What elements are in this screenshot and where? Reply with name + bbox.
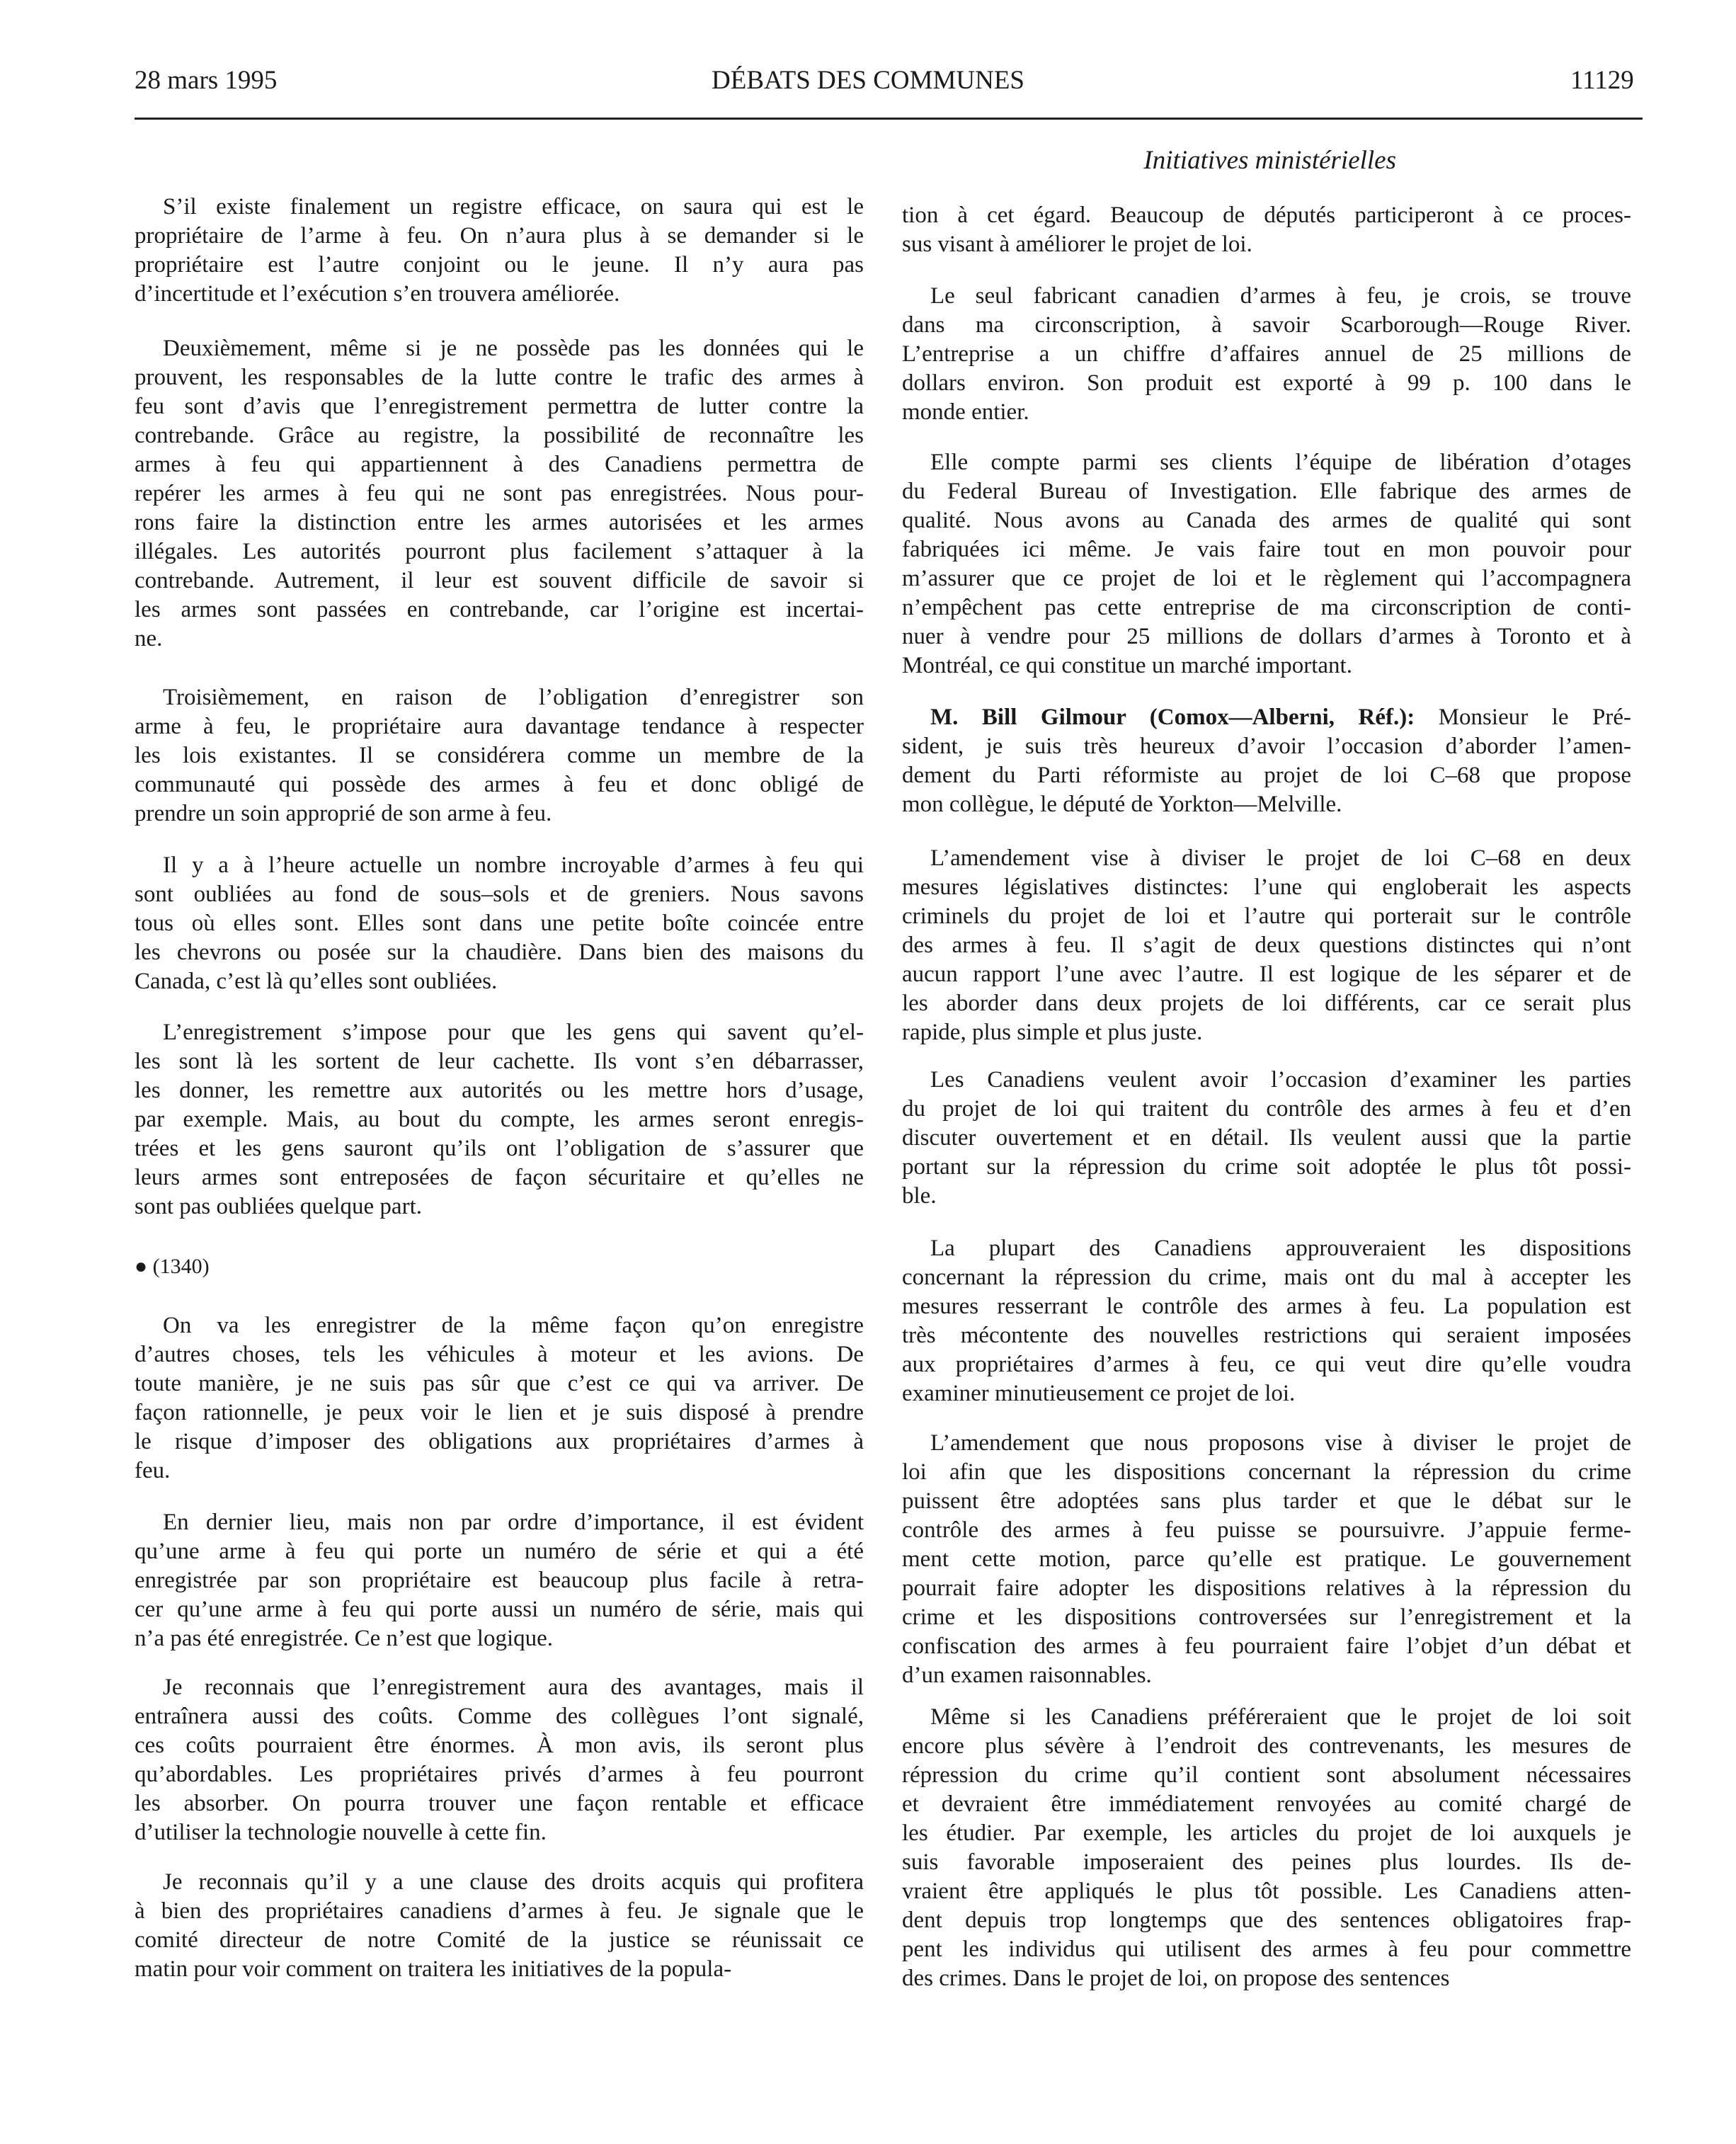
text-line: mon collègue, le député de Yorkton—Melville.: [902, 792, 1342, 817]
text-line: leurs armes sont entreposées de façon sécuritaire et qu’elles ne: [135, 1165, 864, 1190]
text-line: à bien des propriétaires canadiens d’armes à feu. Je signale que le: [135, 1898, 864, 1924]
text-line: les lois existantes. Il se considérera comme un membre de la: [135, 743, 864, 768]
text-line: dement du Parti réformiste au projet de loi C–68 que propose: [902, 763, 1631, 788]
paragraph: [135, 1673, 864, 1847]
text-line: nuer à vendre pour 25 millions de dollars d’armes à Toronto et à: [902, 624, 1631, 649]
text-line: les aborder dans deux projets de loi différents, car ce serait plus: [902, 991, 1631, 1016]
text-line: contrôle des armes à feu puisse se poursuivre. J’appuie ferme-: [902, 1517, 1631, 1543]
paragraph: [902, 1066, 1631, 1211]
text-line: Montréal, ce qui constitue un marché important.: [902, 653, 1352, 678]
text-line: qualité. Nous avons au Canada des armes de qualité qui sont: [902, 508, 1631, 533]
text-line: encore plus sévère à l’endroit des contrevenants, les mesures de: [902, 1733, 1631, 1759]
text-line: La plupart des Canadiens approuveraient les dispositions: [930, 1236, 1631, 1261]
text-line: d’autres choses, tels les véhicules à moteur et les avions. De: [135, 1342, 864, 1367]
text-line: Deuxièmement, même si je ne possède pas les données qui le: [163, 336, 864, 361]
text-line: Les Canadiens veulent avoir l’occasion d’examiner les parties: [930, 1067, 1631, 1093]
text-line: d’utiliser la technologie nouvelle à cette fin.: [135, 1820, 547, 1845]
text-line: vraient être appliqués le plus tôt possible. Les Canadiens atten-: [902, 1878, 1631, 1904]
text-line: Je reconnais que l’enregistrement aura des avantages, mais il: [163, 1675, 864, 1700]
text-line: examiner minutieusement ce projet de loi.: [902, 1381, 1296, 1406]
paragraph: [902, 448, 1631, 680]
text-line: dollars environ. Son produit est exporté à 99 p. 100 dans le: [902, 370, 1631, 396]
text-line: qu’une arme à feu qui porte un numéro de série et qui a été: [135, 1539, 864, 1564]
paragraph: [902, 201, 1631, 259]
text-line: cer qu’une arme à feu qui porte aussi un numéro de série, mais qui: [135, 1597, 864, 1622]
text-line: ble.: [902, 1183, 937, 1209]
text-line: contrebande. Autrement, il leur est souvent difficile de savoir si: [135, 568, 864, 593]
text-line: matin pour voir comment on traitera les initiatives de la popula-: [135, 1956, 732, 1982]
text-line: les donner, les remettre aux autorités ou les mettre hors d’usage,: [135, 1078, 864, 1103]
text-line: les sont là les sortent de leur cachette. Ils vont s’en débarrasser,: [135, 1049, 864, 1074]
text-line: monde entier.: [902, 399, 1029, 425]
paragraph: [135, 1508, 864, 1653]
paragraph: [135, 193, 864, 309]
text-line: entraînera aussi des coûts. Comme des collègues l’ont signalé,: [135, 1704, 864, 1729]
text-line: fabriquées ici même. Je vais faire tout en mon pouvoir pour: [902, 537, 1631, 562]
text-line: Même si les Canadiens préféreraient que le projet de loi soit: [930, 1704, 1631, 1730]
text-line: arme à feu, le propriétaire aura davantage tendance à respecter: [135, 714, 864, 739]
paragraph: [135, 1018, 864, 1221]
text-line: très mécontente des nouvelles restrictions qui seraient imposées: [902, 1323, 1631, 1348]
paragraph: [135, 683, 864, 828]
text-line: enregistrée par son propriétaire est beaucoup plus facile à retra-: [135, 1568, 864, 1593]
text-line: repérer les armes à feu qui ne sont pas enregistrées. Nous pour-: [135, 481, 864, 506]
text-line: toute manière, je ne suis pas sûr que c’est ce qui va arriver. De: [135, 1371, 864, 1396]
text-line: pourrait faire adopter les dispositions relatives à la répression du: [902, 1575, 1631, 1601]
speaker-line: [902, 703, 1631, 732]
text-line: L’enregistrement s’impose pour que les gens qui savent qu’el-: [163, 1020, 864, 1045]
text-line: ne.: [135, 626, 163, 651]
paragraph: [902, 844, 1631, 1047]
text-line: du Federal Bureau of Investigation. Elle fabrique des armes de: [902, 479, 1631, 504]
text-line: L’entreprise a un chiffre d’affaires annuel de 25 millions de: [902, 341, 1631, 367]
text-line: façon rationnelle, je peux voir le lien et je suis disposé à prendre: [135, 1400, 864, 1425]
text-line: criminels du projet de loi et l’autre qui porterait sur le contrôle: [902, 903, 1631, 929]
text-line: des armes à feu. Il s’agit de deux questions distinctes qui n’ont: [902, 933, 1631, 958]
text-line: L’amendement vise à diviser le projet de loi C–68 en deux: [930, 845, 1631, 871]
page-number: 11129: [1570, 66, 1634, 95]
text-line: des crimes. Dans le projet de loi, on propose des sentences: [902, 1966, 1450, 1991]
text-line: Il y a à l’heure actuelle un nombre incroyable d’armes à feu qui: [163, 853, 864, 878]
text-line: contrebande. Grâce au registre, la possibilité de reconnaître les: [135, 423, 864, 448]
text-line: prendre un soin approprié de son arme à feu.: [135, 801, 552, 826]
text-line: du projet de loi qui traitent du contrôle des armes à feu et d’en: [902, 1096, 1631, 1122]
text-line: n’a pas été enregistrée. Ce n’est que logique.: [135, 1626, 554, 1651]
text-line: Troisièmement, en raison de l’obligation d’enregistrer son: [163, 685, 864, 710]
text-line: pent les individus qui utilisent des armes à feu pour commettre: [902, 1937, 1631, 1962]
paragraph: [902, 1703, 1631, 1993]
text-line: En dernier lieu, mais non par ordre d’importance, il est évident: [163, 1510, 864, 1535]
speaker-paragraph-body: [902, 732, 1631, 819]
text-line: les absorber. On pourra trouver une façon rentable et efficace: [135, 1791, 864, 1816]
text-line: puissent être adoptées sans plus tarder et que le débat sur le: [902, 1488, 1631, 1514]
text-line: aux propriétaires d’armes à feu, ce qui veut dire qu’elle voudra: [902, 1352, 1631, 1377]
paragraph: [902, 282, 1631, 427]
text-line: sont pas oubliées quelque part.: [135, 1194, 422, 1219]
time-marker: ● (1340): [135, 1255, 210, 1278]
text-line: ces coûts pourraient être énormes. À mon avis, ils seront plus: [135, 1733, 864, 1758]
speaker-paragraph: [902, 703, 1631, 819]
text-line: d’incertitude et l’exécution s’en trouvera améliorée.: [135, 281, 620, 307]
text-line: n’empêchent pas cette entreprise de ma circonscription de conti-: [902, 595, 1631, 620]
text-line: L’amendement que nous proposons vise à diviser le projet de: [930, 1430, 1631, 1456]
text-line: tion à cet égard. Beaucoup de députés participeront à ce proces-: [902, 203, 1631, 228]
paragraph: [135, 1868, 864, 1984]
text-line: mesures législatives distinctes: l’une qui engloberait les aspects: [902, 874, 1631, 900]
text-line: par exemple. Mais, au bout du compte, les armes seront enregis-: [135, 1107, 864, 1132]
text-line: crime et les dispositions controversées sur l’enregistrement et la: [902, 1604, 1631, 1630]
paragraph: [902, 1429, 1631, 1690]
text-line: Je reconnais qu’il y a une clause des droits acquis qui profitera: [163, 1869, 864, 1895]
text-line: tous où elles sont. Elles sont dans une petite boîte coincée entre: [135, 911, 864, 936]
text-line: rons faire la distinction entre les armes autorisées et les armes: [135, 510, 864, 535]
text-line: Le seul fabricant canadien d’armes à feu, je crois, se trouve: [930, 283, 1631, 309]
text-line: les étudier. Par exemple, les articles du projet de loi auxquels je: [902, 1820, 1631, 1846]
text-line: S’il existe finalement un registre efficace, on saura qui est le: [163, 194, 864, 219]
text-line: sont oubliées au fond de sous–sols et de greniers. Nous savons: [135, 882, 864, 907]
paragraph: [135, 851, 864, 996]
text-line: Elle compte parmi ses clients l’équipe de libération d’otages: [930, 450, 1631, 475]
text-line: ment cette motion, parce qu’elle est pratique. Le gouvernement: [902, 1546, 1631, 1572]
text-line: aucun rapport l’une avec l’autre. Il est logique de les séparer et de: [902, 962, 1631, 987]
text-line: les chevrons ou posée sur la chaudière. Dans bien des maisons du: [135, 940, 864, 965]
speaker-intro: Monsieur le Pré-: [1415, 705, 1631, 730]
text-line: prouvent, les responsables de la lutte contre le trafic des armes à: [135, 365, 864, 390]
paragraph: [902, 1234, 1631, 1408]
text-line: le risque d’imposer des obligations aux propriétaires d’armes à: [135, 1429, 864, 1454]
text-line: sus visant à améliorer le projet de loi.: [902, 232, 1252, 257]
text-line: dans ma circonscription, à savoir Scarborough—Rouge River.: [902, 312, 1631, 338]
text-line: concernant la répression du crime, mais ont du mal à accepter les: [902, 1265, 1631, 1290]
header-rule: [135, 118, 1643, 120]
section-title: Initiatives ministérielles: [1143, 146, 1396, 175]
text-line: comité directeur de notre Comité de la justice se réunissait ce: [135, 1927, 864, 1953]
text-line: qu’abordables. Les propriétaires privés d’armes à feu pourront: [135, 1762, 864, 1787]
text-line: Canada, c’est là qu’elles sont oubliées.: [135, 969, 498, 994]
text-line: répression du crime qu’il contient sont absolument nécessaires: [902, 1762, 1631, 1788]
text-line: sident, je suis très heureux d’avoir l’occasion d’aborder l’amen-: [902, 734, 1631, 759]
running-header-date: 28 mars 1995: [135, 66, 278, 95]
text-line: portant sur la répression du crime soit adoptée le plus tôt possi-: [902, 1154, 1631, 1180]
text-line: loi afin que les dispositions concernant la répression du crime: [902, 1459, 1631, 1485]
text-line: confiscation des armes à feu pourraient faire l’objet d’un débat et: [902, 1633, 1631, 1659]
text-line: feu.: [135, 1458, 171, 1483]
text-line: trées et les gens sauront qu’ils ont l’obligation de s’assurer que: [135, 1136, 864, 1161]
text-line: d’un examen raisonnables.: [902, 1663, 1152, 1688]
text-line: mesures resserrant le contrôle des armes à feu. La population est: [902, 1294, 1631, 1319]
text-line: suis favorable imposeraient des peines plus lourdes. Ils de-: [902, 1849, 1631, 1875]
text-line: illégales. Les autorités pourront plus facilement s’attaquer à la: [135, 539, 864, 564]
text-line: propriétaire est l’autre conjoint ou le jeune. Il n’y aura pas: [135, 252, 864, 278]
text-line: dent depuis trop longtemps que des sentences obligatoires frap-: [902, 1908, 1631, 1933]
paragraph: [135, 334, 864, 654]
text-line: propriétaire de l’arme à feu. On n’aura plus à se demander si le: [135, 223, 864, 249]
text-line: m’assurer que ce projet de loi et le règlement qui l’accompagnera: [902, 566, 1631, 591]
text-line: et devraient être immédiatement renvoyées au comité chargé de: [902, 1791, 1631, 1817]
text-line: On va les enregistrer de la même façon qu’on enregistre: [163, 1313, 864, 1338]
text-line: armes à feu qui appartiennent à des Canadiens permettra de: [135, 452, 864, 477]
text-line: discuter ouvertement et en détail. Ils veulent aussi que la partie: [902, 1125, 1631, 1151]
text-line: communauté qui possède des armes à feu et donc obligé de: [135, 772, 864, 797]
text-line: les armes sont passées en contrebande, car l’origine est incertai-: [135, 597, 864, 622]
text-line: feu sont d’avis que l’enregistrement permettra de lutter contre la: [135, 394, 864, 419]
running-header-title: DÉBATS DES COMMUNES: [712, 66, 1025, 95]
paragraph: [135, 1311, 864, 1486]
text-line: rapide, plus simple et plus juste.: [902, 1020, 1203, 1045]
speaker-name: M. Bill Gilmour (Comox—Alberni, Réf.):: [930, 705, 1415, 730]
